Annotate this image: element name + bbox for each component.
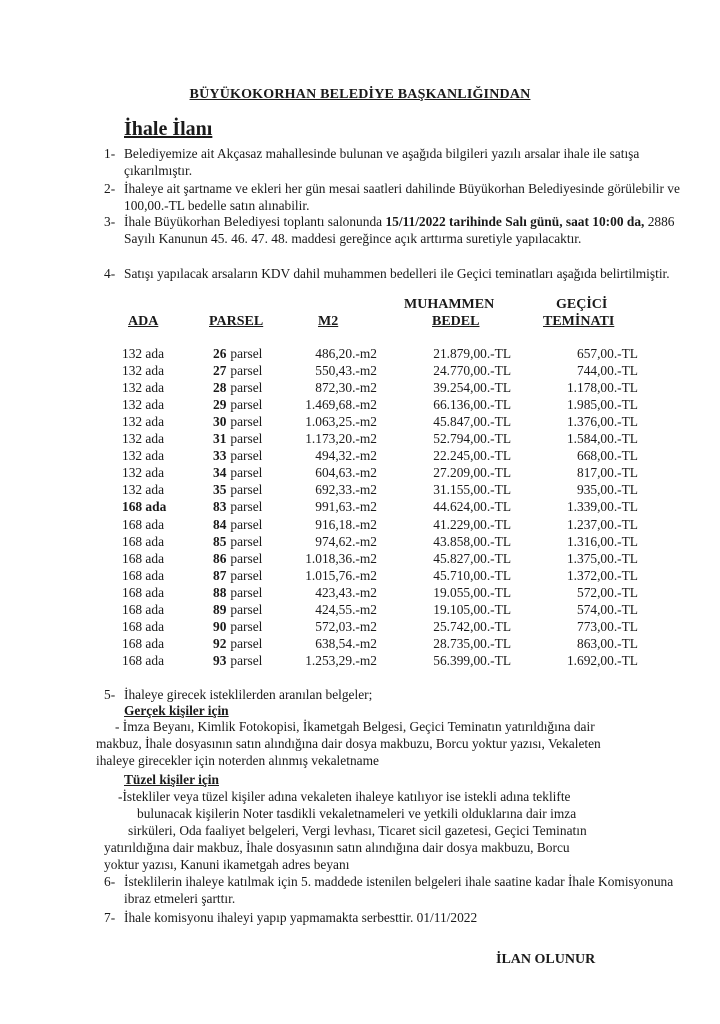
cell-m2: 638,54.-m2 <box>315 635 377 651</box>
cell-parsel-number: 83 <box>213 499 227 515</box>
cell-parsel-number: 84 <box>213 516 227 532</box>
cell-ada: 168 ada <box>122 601 165 617</box>
cell-parsel-suffix: parsel <box>230 465 263 481</box>
clause-6: 6- İsteklilerin ihaleye katılmak için 5. maddede istenilen belgeleri ihale saatine kadar İhale Komisyonuna ibraz etmeleri şarttır. <box>104 874 674 906</box>
cell-teminat: 1.372,00.-TL <box>566 567 638 583</box>
cell-parsel <box>213 601 262 618</box>
cell-parsel-suffix: parsel <box>230 431 263 447</box>
cell-parsel-number: 93 <box>213 652 227 668</box>
cell-ada: 132 ada <box>122 431 165 447</box>
cell-parsel-number: 35 <box>213 482 227 498</box>
cell-parsel-suffix: parsel <box>230 533 263 549</box>
table-row <box>0 396 720 413</box>
cell-m2: 1.173,20.-m2 <box>305 431 377 447</box>
cell-parsel <box>213 464 262 481</box>
cell-parsel <box>213 550 262 567</box>
cell-parsel-suffix: parsel <box>230 635 263 651</box>
cell-bedel: 45.827,00.-TL <box>433 550 511 566</box>
cell-bedel: 39.254,00.-TL <box>433 380 511 396</box>
column-header-parsel: PARSEL <box>209 314 264 329</box>
cell-parsel-suffix: parsel <box>230 448 263 464</box>
cell-m2: 424,55.-m2 <box>315 601 377 617</box>
cell-m2: 1.469,68.-m2 <box>305 397 377 413</box>
cell-m2: 604,63.-m2 <box>315 465 377 481</box>
cell-parsel-suffix: parsel <box>230 363 263 379</box>
cell-ada: 132 ada <box>122 482 165 498</box>
cell-parsel <box>213 413 262 430</box>
cell-parsel <box>213 396 262 413</box>
cell-parsel-number: 89 <box>213 601 227 617</box>
cell-parsel-suffix: parsel <box>230 380 263 396</box>
cell-parsel-number: 30 <box>213 414 227 430</box>
cell-parsel-suffix: parsel <box>230 516 263 532</box>
cell-teminat: 773,00.-TL <box>577 618 638 634</box>
cell-parsel <box>213 481 262 498</box>
cell-parsel-suffix: parsel <box>230 499 263 515</box>
cell-m2: 692,33.-m2 <box>315 482 377 498</box>
table-row <box>0 652 720 669</box>
cell-teminat: 657,00.-TL <box>577 346 638 361</box>
cell-bedel: 19.055,00.-TL <box>433 584 511 600</box>
column-header-bedel: BEDEL <box>432 314 480 329</box>
table-row <box>0 345 720 362</box>
cell-parsel <box>213 379 262 396</box>
cell-parsel-number: 92 <box>213 635 227 651</box>
table-row <box>0 618 720 635</box>
cell-teminat: 1.237,00.-TL <box>566 516 638 532</box>
cell-teminat: 1.375,00.-TL <box>566 550 638 566</box>
gercek-line-2: makbuz, İhale dosyasının satın alındığına dair dosya makbuzu, Borcu yoktur yazısı, Vekaleten <box>96 736 601 751</box>
cell-parsel <box>213 447 262 464</box>
cell-parsel-number: 90 <box>213 618 227 634</box>
cell-bedel: 45.710,00.-TL <box>433 567 511 583</box>
tuzel-line-5: yoktur yazısı, Kanuni ikametgah adres beyanı <box>104 857 350 872</box>
table-row <box>0 464 720 481</box>
cell-m2: 1.253,29.-m2 <box>305 652 377 668</box>
cell-teminat: 1.376,00.-TL <box>566 414 638 430</box>
cell-ada: 168 ada <box>122 533 165 549</box>
column-header-muhammen: MUHAMMEN <box>404 297 495 312</box>
clause-5: 5- İhaleye girecek isteklilerden aranılan belgeler; <box>104 687 373 702</box>
cell-m2: 1.018,36.-m2 <box>305 550 377 566</box>
cell-parsel-suffix: parsel <box>230 414 263 430</box>
clause-7: 7- İhale komisyonu ihaleyi yapıp yapmamakta serbesttir. 01/11/2022 <box>104 910 478 925</box>
cell-parsel <box>213 430 262 447</box>
cell-ada: 132 ada <box>122 346 165 361</box>
cell-parsel <box>213 533 262 550</box>
cell-ada: 168 ada <box>122 635 165 651</box>
table-row <box>0 635 720 652</box>
cell-ada: 168 ada <box>122 499 167 515</box>
cell-parsel-number: 27 <box>213 363 227 379</box>
column-header-teminati: TEMİNATI <box>543 314 615 329</box>
cell-m2: 572,03.-m2 <box>315 618 377 634</box>
cell-bedel: 45.847,00.-TL <box>433 414 511 430</box>
cell-teminat: 1.584,00.-TL <box>566 431 638 447</box>
cell-parsel <box>213 516 262 533</box>
clause-1: 1- Belediyemize ait Akçasaz mahallesinde bulunan ve aşağıda bilgileri yazılı arsalar ihale ile satışa çıkarılmıştır. <box>104 146 640 178</box>
tuzel-line-1: -İstekliler veya tüzel kişiler adına vekaleten ihaleye katılıyor ise istekli adına teklifte <box>118 789 571 804</box>
column-header-gecici: GEÇİCİ <box>556 297 608 312</box>
notice-title: İhale İlanı <box>124 118 213 140</box>
table-row <box>0 430 720 447</box>
cell-parsel-suffix: parsel <box>230 397 263 413</box>
cell-parsel-number: 34 <box>213 465 227 481</box>
cell-parsel-suffix: parsel <box>230 567 263 583</box>
gercek-kisiler-heading: Gerçek kişiler için <box>124 703 229 718</box>
cell-parsel <box>213 498 262 515</box>
cell-ada: 132 ada <box>122 465 165 481</box>
cell-bedel: 28.735,00.-TL <box>433 635 511 651</box>
table-row <box>0 567 720 584</box>
table-row <box>0 601 720 618</box>
cell-parsel-number: 85 <box>213 533 227 549</box>
cell-teminat: 1.339,00.-TL <box>566 499 638 515</box>
issuer-heading: BÜYÜKOKORHAN BELEDİYE BAŞKANLIĞINDAN <box>189 87 531 102</box>
cell-parsel-number: 33 <box>213 448 227 464</box>
cell-parsel <box>213 362 262 379</box>
cell-parsel-suffix: parsel <box>230 601 263 617</box>
cell-m2: 1.015,76.-m2 <box>305 567 377 583</box>
table-row <box>0 533 720 550</box>
cell-bedel: 27.209,00.-TL <box>433 465 511 481</box>
cell-parsel <box>213 618 262 635</box>
cell-parsel <box>213 652 262 669</box>
cell-m2: 974,62.-m2 <box>315 533 377 549</box>
table-row <box>0 447 720 464</box>
cell-ada: 132 ada <box>122 380 165 396</box>
cell-bedel: 41.229,00.-TL <box>433 516 511 532</box>
cell-parsel-number: 31 <box>213 431 227 447</box>
cell-parsel <box>213 567 262 584</box>
cell-parsel-number: 26 <box>213 346 227 361</box>
cell-teminat: 572,00.-TL <box>577 584 638 600</box>
cell-ada: 168 ada <box>122 584 165 600</box>
table-row <box>0 379 720 396</box>
cell-ada: 168 ada <box>122 652 165 668</box>
closing-statement: İLAN OLUNUR <box>496 952 596 967</box>
cell-parsel-number: 28 <box>213 380 227 396</box>
cell-parsel-suffix: parsel <box>230 618 263 634</box>
cell-bedel: 21.879,00.-TL <box>433 346 511 361</box>
cell-teminat: 668,00.-TL <box>577 448 638 464</box>
cell-m2: 991,63.-m2 <box>315 499 377 515</box>
clause-2: 2- İhaleye ait şartname ve ekleri her gün mesai saatleri dahilinde Büyükorhan Belediyesinde görülebilir ve 100,00.-TL bedelle satın alınabilir. <box>104 181 680 213</box>
cell-bedel: 24.770,00.-TL <box>433 363 511 379</box>
table-row <box>0 481 720 498</box>
table-row <box>0 413 720 430</box>
table-row <box>0 498 720 515</box>
tuzel-line-2: bulunacak kişilerin Noter tasdikli vekaletnameleri ve yetkili olduklarına dair imza <box>137 806 577 821</box>
cell-bedel: 31.155,00.-TL <box>433 482 511 498</box>
cell-parsel-suffix: parsel <box>230 482 263 498</box>
cell-parsel <box>213 584 262 601</box>
cell-parsel-number: 88 <box>213 584 227 600</box>
cell-teminat: 744,00.-TL <box>577 363 638 379</box>
cell-teminat: 1.178,00.-TL <box>566 380 638 396</box>
cell-parsel-suffix: parsel <box>230 550 263 566</box>
cell-parsel <box>213 635 262 652</box>
cell-teminat: 1.985,00.-TL <box>566 397 638 413</box>
cell-parsel-suffix: parsel <box>230 652 263 668</box>
cell-m2: 550,43.-m2 <box>315 363 377 379</box>
gercek-line-3: ihaleye girecekler için noterden alınmış vekaletname <box>96 753 379 768</box>
cell-bedel: 44.624,00.-TL <box>433 499 511 515</box>
cell-ada: 132 ada <box>122 414 165 430</box>
clause-4: 4- Satışı yapılacak arsaların KDV dahil muhammen bedelleri ile Geçici teminatları aşağıda belirtilmiştir. <box>104 266 670 281</box>
tuzel-line-4: yatırıldığına dair makbuz, İhale dosyasının satın alındığına dair dosya makbuzu, Borcu <box>104 840 570 855</box>
cell-parsel-number: 29 <box>213 397 227 413</box>
cell-m2: 494,32.-m2 <box>315 448 377 464</box>
tuzel-line-3: sirküleri, Oda faaliyet belgeleri, Vergi levhası, Ticaret sicil gazetesi, Geçici Teminatın <box>128 823 587 838</box>
cell-ada: 132 ada <box>122 363 165 379</box>
column-header-ada: ADA <box>128 314 159 329</box>
cell-bedel: 66.136,00.-TL <box>433 397 511 413</box>
cell-teminat: 863,00.-TL <box>577 635 638 651</box>
cell-teminat: 1.692,00.-TL <box>566 652 638 668</box>
cell-parsel-suffix: parsel <box>230 346 263 361</box>
cell-bedel: 56.399,00.-TL <box>433 652 511 668</box>
cell-parsel <box>213 345 262 362</box>
cell-m2: 1.063,25.-m2 <box>305 414 377 430</box>
cell-parsel-number: 86 <box>213 550 227 566</box>
cell-ada: 168 ada <box>122 567 165 583</box>
tuzel-kisiler-heading: Tüzel kişiler için <box>124 772 219 787</box>
cell-teminat: 935,00.-TL <box>577 482 638 498</box>
cell-bedel: 19.105,00.-TL <box>433 601 511 617</box>
cell-bedel: 43.858,00.-TL <box>433 533 511 549</box>
cell-teminat: 817,00.-TL <box>577 465 638 481</box>
cell-m2: 423,43.-m2 <box>315 584 377 600</box>
clause-3: 3- İhale Büyükorhan Belediyesi toplantı salonunda 15/11/2022 tarihinde Salı günü, saat 10:00 da, 2886 Sayılı Kanunun 45. 46. 47. 48. maddesi gereğince açık arttırma suretiyle yapılacaktır. <box>104 214 675 246</box>
gercek-line-1: - İmza Beyanı, Kimlik Fotokopisi, İkametgah Belgesi, Geçici Teminatın yatırıldığına dair <box>115 719 595 734</box>
cell-ada: 168 ada <box>122 618 165 634</box>
cell-m2: 872,30.-m2 <box>315 380 377 396</box>
cell-teminat: 574,00.-TL <box>577 601 638 617</box>
cell-m2: 916,18.-m2 <box>315 516 377 532</box>
cell-parsel-number: 87 <box>213 567 227 583</box>
cell-ada: 132 ada <box>122 448 165 464</box>
cell-ada: 132 ada <box>122 397 165 413</box>
cell-m2: 486,20.-m2 <box>315 346 377 361</box>
table-row <box>0 362 720 379</box>
cell-teminat: 1.316,00.-TL <box>566 533 638 549</box>
cell-bedel: 22.245,00.-TL <box>433 448 511 464</box>
table-row <box>0 516 720 533</box>
cell-parsel-suffix: parsel <box>230 584 263 600</box>
table-row <box>0 584 720 601</box>
table-row <box>0 550 720 567</box>
cell-ada: 168 ada <box>122 516 165 532</box>
cell-bedel: 52.794,00.-TL <box>433 431 511 447</box>
column-header-m2: M2 <box>318 314 339 329</box>
cell-ada: 168 ada <box>122 550 165 566</box>
cell-bedel: 25.742,00.-TL <box>433 618 511 634</box>
